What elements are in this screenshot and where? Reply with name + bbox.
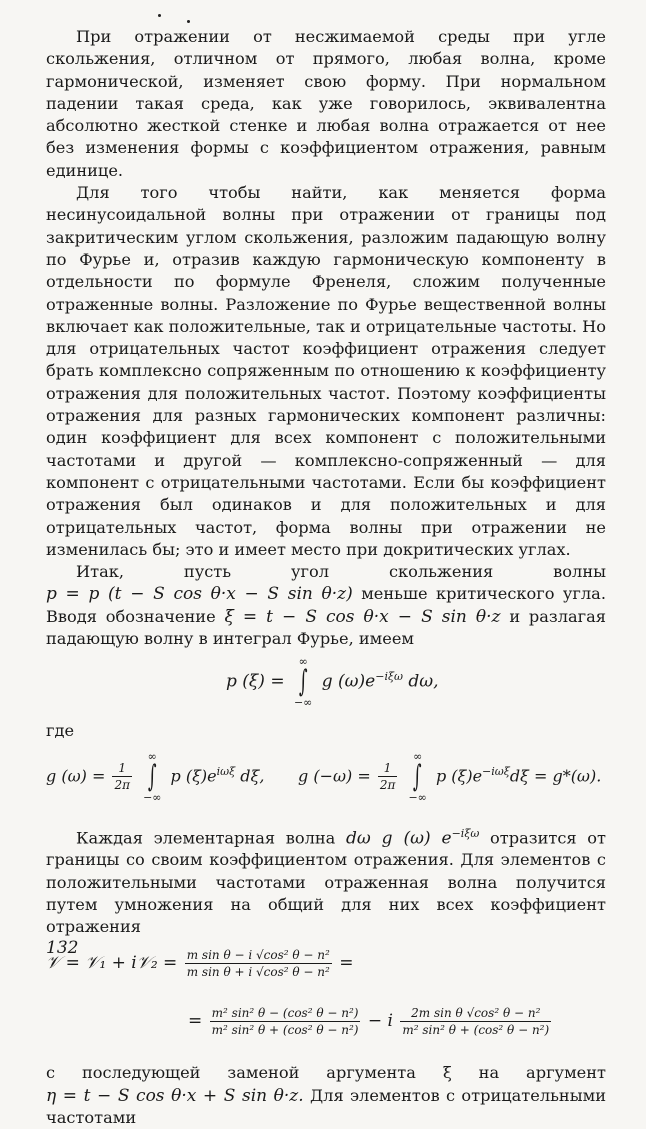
reflection-coefficient-equation [46,938,606,1062]
fourier-integrand: g (ω)e [321,671,376,692]
fourier-exponent: −iξω [375,670,404,684]
incident-wave-formula: p = p (t − S cos θ·x − S sin θ·z) [46,584,353,605]
g-omega-exponent: iωξ [216,764,236,778]
g-minus-omega-exponent: −iωξ [482,764,510,778]
integral-lower-limit: −∞ [408,790,427,804]
where-label: где [46,721,75,741]
p5-text-b: Для элементов с отрицательными частотами [46,1085,606,1128]
elementary-wave-exponent: −iξω [451,826,480,840]
eta-definition: η = t − S cos θ·x + S sin θ·z. [46,1085,304,1106]
p3-text-a: Итак, пусть угол скольжения волны [76,562,606,582]
print-speck [158,14,161,17]
frac-denominator: 2π [114,778,130,793]
xi-definition: ξ = t − S cos θ·x − S sin θ·z [224,606,501,627]
fourier-tail: dω, [403,671,439,692]
imag-part-fraction [400,1006,551,1037]
integral-upper-limit: ∞ [413,749,423,763]
paragraph-3 [46,561,606,650]
p3-text-c: и разлагая падающую волну в интеграл Фурье, имеем [46,606,607,649]
p5-text-a: с последующей заменой аргумента ξ на аргумент [46,1063,606,1083]
paragraph-5 [46,1062,606,1129]
paragraph-1: При отражении от несжимаемой среды при угле скольжения, отличном от прямого, любая волна, кроме гармонической, изменяет свою форму. При нормальном падении такая среда, как уже говорилось, эквивалентна абсолютно жесткой стенке и любая волна отражается от нее без изменения формы с коэффициентом отражения, равным единице. [46,27,606,180]
v-equals: = [333,953,354,974]
p4-text-b: отразится от границы со своим коэффициентом отражения. Для элементов с положительными частотами отраженная волна получится путем умножения на общий для них всех коэффициент отражения [46,828,606,937]
real-part-fraction [210,1006,361,1037]
v-lhs: 𝒱 = 𝒱₁ + i𝒱₂ = [46,953,183,974]
integral-sign: ∞ ∫ −∞ [143,749,162,804]
g-minus-omega-lhs: g (−ω) = [298,766,376,786]
g-omega-lhs: g (ω) = [46,766,111,786]
integral-upper-limit: ∞ [298,655,308,669]
g-omega-tail: dξ, [235,766,265,786]
imag-part-denominator: m² sin² θ + (cos² θ − n²) [402,1023,550,1038]
page-number: 132 [46,938,79,958]
g-minus-omega-tail: dξ = g*(ω). [509,766,602,786]
p4-text-a: Каждая элементарная волна [76,828,336,847]
v-denominator: m sin θ + i √cos² θ − n² [186,965,330,980]
real-part-denominator: m² sin² θ + (cos² θ − n²) [211,1023,359,1038]
frac-numerator: 1 [378,761,398,777]
fourier-integral-equation [46,650,606,716]
frac-numerator: 1 [112,761,132,777]
paragraph-4 [46,823,606,939]
paragraph-2: Для того чтобы найти, как меняется форма несинусоидальной волны при отражении от границы под закритическим углом скольжения, разложим падающую волну по Фурье и, отразив каждую гармоническую компоненту в отдельности по формуле Френеля, сложим полученные отраженные волны. Разложение по Фурье вещественной волны включает как положительные, так и отрицательные частоты. Но для отрицательных частот коэффициент отражения следует брать комплексно сопряженным по отношению к коэффициенту отражения для положительных частот. Поэтому коэффициенты отражения для разных гармонических компонент различны: один коэффициент для всех компонент с положительными частотами и другой — комплексно-сопряженный — для компонент с отрицательными частотами. Если бы коэффициент отражения был одинаков и для положительных и для отрицательных частот, форма волны при отражении не изменилась бы; это и имеет место при докритических углах. [46,183,606,559]
imag-part-numerator: 2m sin θ √cos² θ − n² [400,1006,551,1022]
one-over-2pi [378,761,398,792]
integral-upper-limit: ∞ [147,749,157,763]
elementary-wave-formula: dω g (ω) e [346,828,452,848]
integral-sign: ∞ ∫ −∞ [293,655,313,710]
equals-sign: = [188,1011,203,1032]
integral-lower-limit: −∞ [143,790,162,804]
one-over-2pi [112,761,132,792]
integral-lower-limit: −∞ [293,696,313,710]
real-part-numerator: m² sin² θ − (cos² θ − n²) [211,1006,359,1021]
v-numerator: m sin θ − i √cos² θ − n² [186,948,330,963]
p3-text-b: меньше критического угла. Вводя обозначение [46,584,606,626]
g-minus-omega-integrand: p (ξ)e [435,766,483,786]
spectrum-equations [46,743,606,813]
v-fraction [185,948,332,979]
print-speck [187,20,190,23]
page-body [46,26,606,1129]
minus-i: − i [362,1011,399,1032]
integral-sign: ∞ ∫ −∞ [408,749,427,804]
g-omega-integrand: p (ξ)e [170,766,217,786]
frac-denominator: 2π [379,778,396,793]
fourier-lhs: p (ξ) = [226,671,290,692]
